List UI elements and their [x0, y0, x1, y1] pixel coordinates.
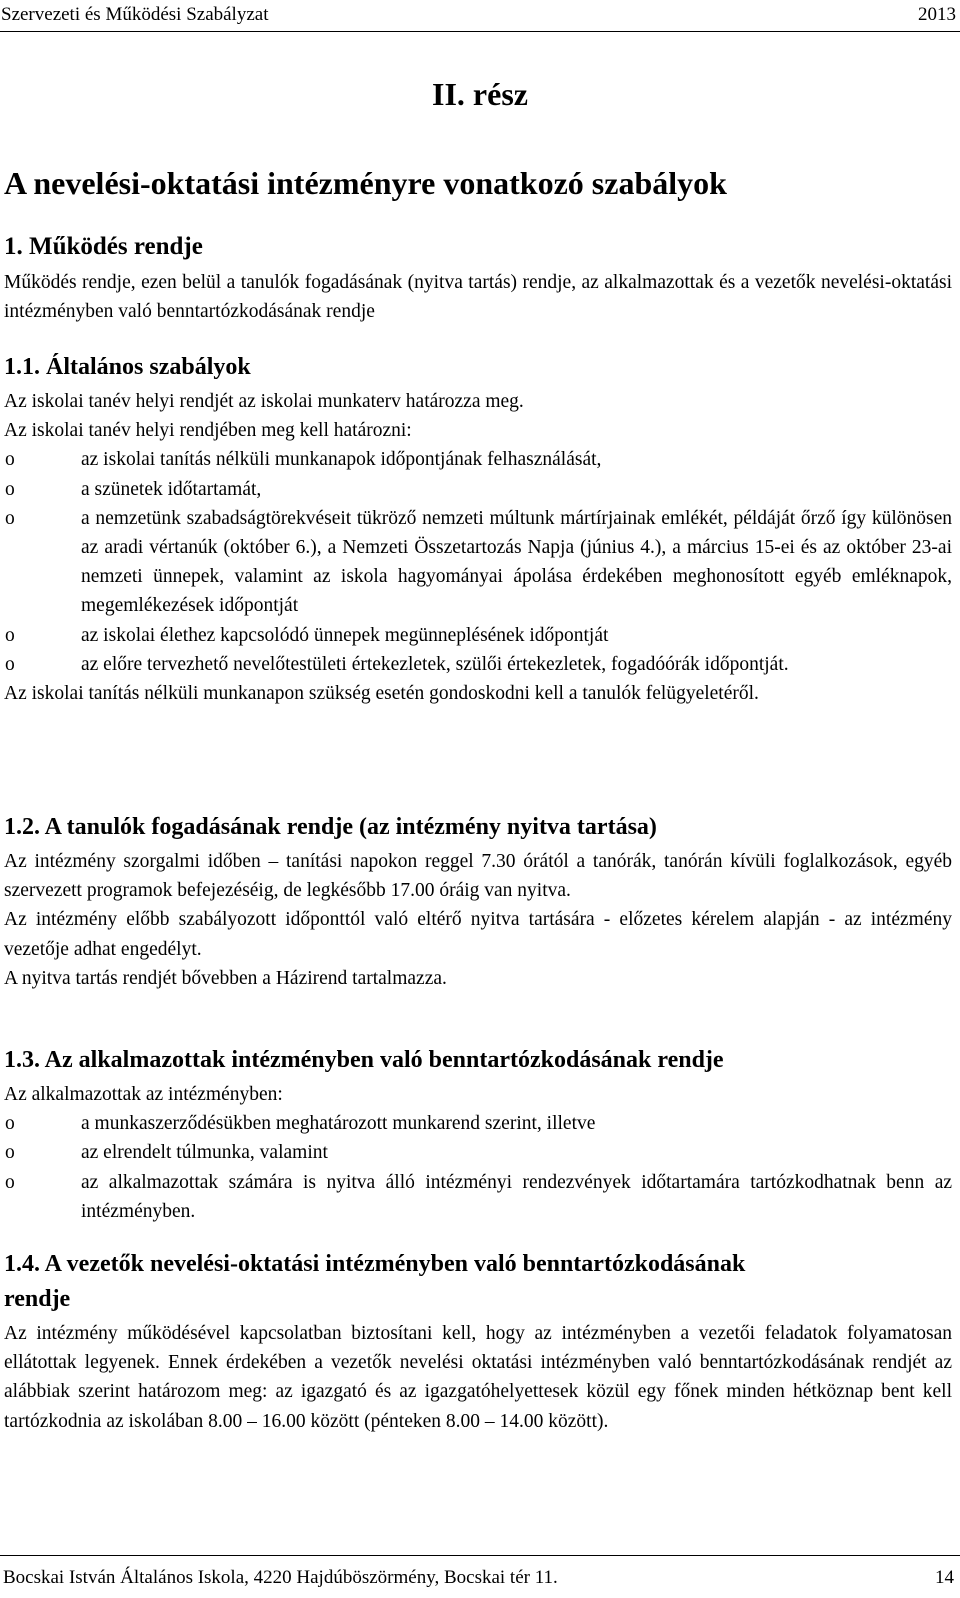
section-1-2-text: [4, 847, 952, 993]
list-item-text: az iskolai tanítás nélküli munkanapok időpontjának felhasználását,: [81, 449, 602, 471]
section-1-1-heading: 1.1. Általános szabályok: [4, 354, 251, 380]
list-item-text: a munkaszerződésükben meghatározott munkarend szerint, illetve: [81, 1113, 596, 1135]
bullet-marker: o: [5, 478, 15, 500]
section-1-4-heading-cont: rendje: [4, 1286, 71, 1312]
list-item-text: a nemzetünk szabadságtörekvéseit tükröző nemzeti múltunk mártírjainak emlékét, példáját őrző így különösen az aradi vértanúk (október 6.), a Nemzeti Összetartozás Napja (június 4.), a március 15-ei és az október 23-ai nemzeti ünnepek, valamint az iskola hagyományai ápolása érdekében meghonosított egyéb emléknapok, megemlékezések időpontját: [81, 507, 952, 617]
section-1-heading: 1. Működés rendje: [4, 233, 203, 260]
paragraph: Az intézmény működésével kapcsolatban biztosítani kell, hogy az intézményben a vezetői feladatok folyamatosan ellátottak legyenek. Ennek érdekében a vezetők nevelési oktatási intézményben való benntartózkodásának rendjét az alábbiak szerint határozom meg: az igazgató és az igazgatóhelyettesek közül egy főnek minden hétköznap bent kell tartózkodnia az iskolában 8.00 – 16.00 között (pénteken 8.00 – 14.00 között).: [4, 1323, 952, 1432]
section-1-1-text: [4, 387, 952, 708]
page-footer: [0, 1555, 960, 1598]
paragraph: Az intézmény szorgalmi időben – tanítási napokon reggel 7.30 órától a tanórák, tanórán kívüli foglalkozások, egyéb szervezett programok befejezéséig, de legkésőbb 17.00 óráig van nyitva.: [4, 851, 952, 902]
bullet-marker: o: [5, 624, 15, 646]
paragraph: Az alkalmazottak az intézményben:: [4, 1084, 283, 1105]
bullet-marker: o: [5, 653, 15, 675]
list-item-text: az alkalmazottak számára is nyitva álló intézményi rendezvények időtartamára tartózkodhatnak benn az intézményben.: [81, 1171, 952, 1222]
list-item: [4, 621, 952, 650]
main-title: A nevelési-oktatási intézményre vonatkozó szabályok: [4, 165, 727, 201]
section-1-text: [4, 268, 952, 326]
list-item: [4, 445, 952, 474]
bullet-marker: o: [5, 507, 15, 529]
bullet-marker: o: [5, 1113, 15, 1135]
section-1-4-heading: 1.4. A vezetők nevelési-oktatási intézményben való benntartózkodásának: [4, 1251, 746, 1277]
list-item: [4, 1168, 952, 1226]
list-item-text: az iskolai élethez kapcsolódó ünnepek megünneplésének időpontját: [81, 624, 609, 646]
bullet-marker: o: [5, 1171, 15, 1193]
list-item-text: az elrendelt túlmunka, valamint: [81, 1142, 328, 1164]
page-header: [0, 0, 960, 32]
list-item-text: a szünetek időtartamát,: [81, 478, 262, 500]
paragraph: Az intézmény előbb szabályozott időponttól való eltérő nyitva tartására - előzetes kérelem alapján - az intézmény vezetője adhat engedélyt.: [4, 909, 952, 960]
section-1-2-heading: 1.2. A tanulók fogadásának rendje (az intézmény nyitva tartása): [4, 814, 657, 840]
list-item: [4, 1109, 952, 1138]
page-number: 14: [935, 1567, 954, 1588]
paragraph: A nyitva tartás rendjét bővebben a Házirend tartalmazza.: [4, 967, 447, 989]
section-1-4-text: [4, 1319, 952, 1436]
header-title: Szervezeti és Működési Szabályzat: [1, 4, 269, 25]
footer-school: Bocskai István Általános Iskola, 4220 Hajdúböszörmény, Bocskai tér 11.: [3, 1567, 558, 1588]
list-item: [4, 1138, 952, 1167]
section-1-paragraph: Működés rendje, ezen belül a tanulók fogadásának (nyitva tartás) rendje, az alkalmazottak és a vezetők nevelési-oktatási intézményben való benntartózkodásának rendje: [4, 272, 952, 323]
header-year: 2013: [918, 4, 956, 25]
list-item-text: az előre tervezhető nevelőtestületi értekezletek, szülői értekezletek, fogadóórák időpontját.: [81, 653, 789, 675]
list-item: [4, 475, 952, 504]
list-item: [4, 504, 952, 621]
bullet-marker: o: [5, 1142, 15, 1164]
section-1-3-text: [4, 1080, 952, 1226]
paragraph: Az iskolai tanév helyi rendjét az iskolai munkaterv határozza meg.: [4, 391, 524, 412]
paragraph: Az iskolai tanítás nélküli munkanapon szükség esetén gondoskodni kell a tanulók felügyeletéről.: [4, 683, 759, 705]
part-title: II. rész: [432, 76, 528, 112]
section-1-3-heading: 1.3. Az alkalmazottak intézményben való benntartózkodásának rendje: [4, 1047, 724, 1073]
list-item: [4, 650, 952, 679]
paragraph: Az iskolai tanév helyi rendjében meg kell határozni:: [4, 420, 412, 442]
bullet-marker: o: [5, 449, 15, 471]
